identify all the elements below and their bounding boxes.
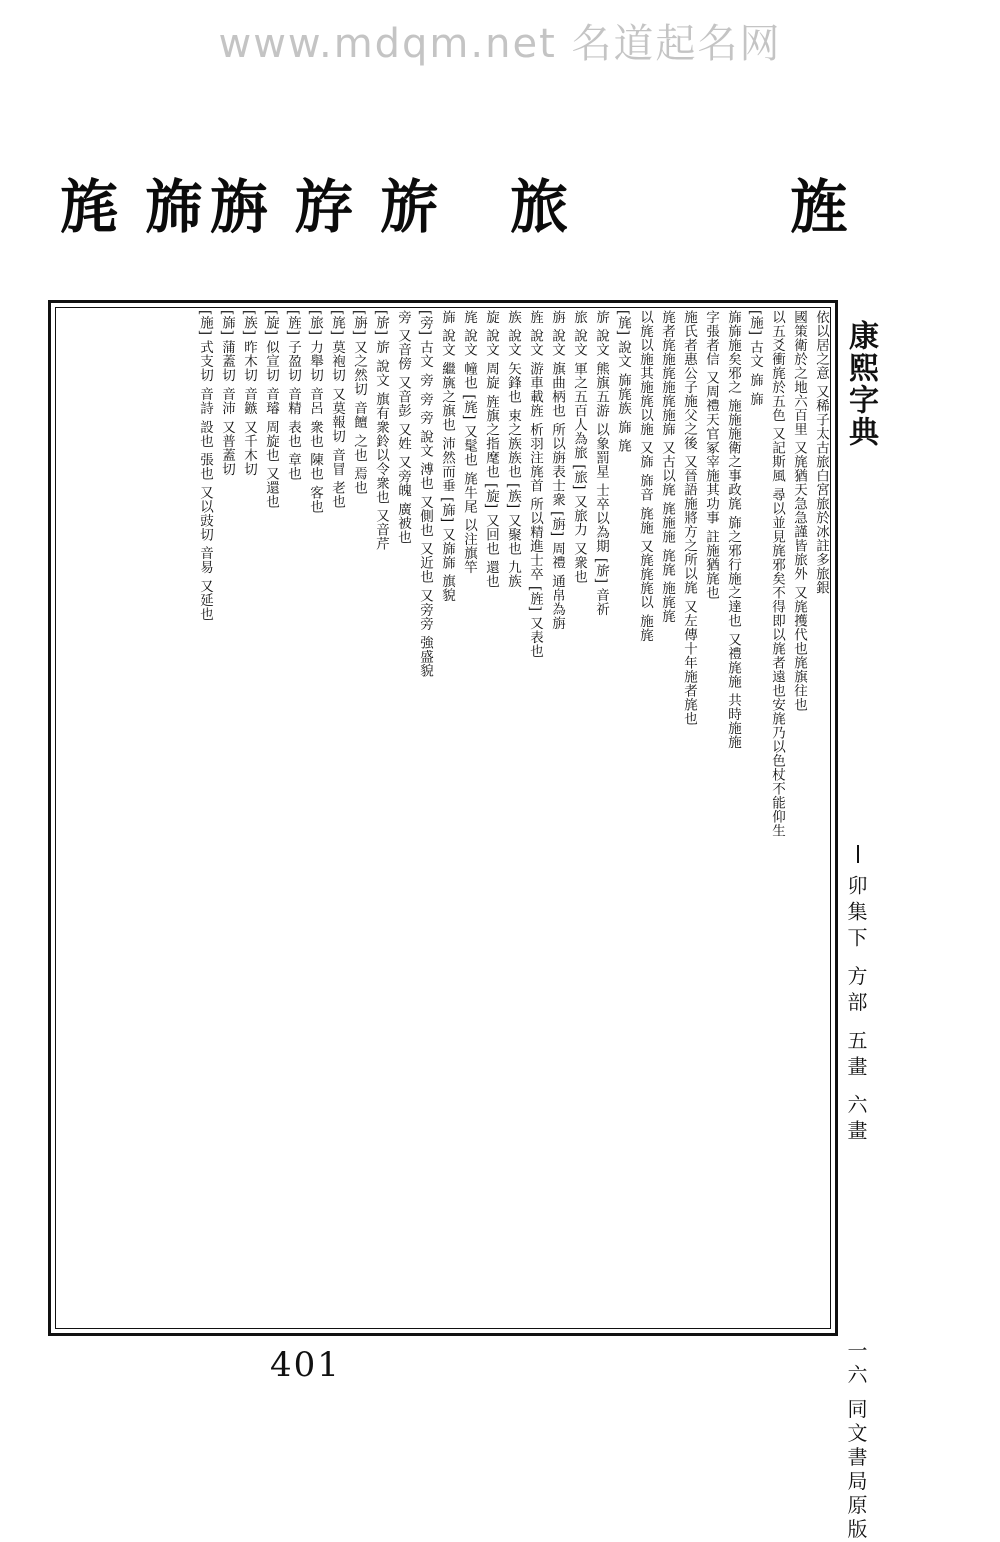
text-column: [旅] 力舉切 音呂 衆也 陳也 客也	[307, 310, 323, 514]
seal-glyph: 斿	[295, 173, 354, 241]
text-column: 施氏者惠公子施父之後 又晉語施將方之所以旄 又左傳十年施者旄也	[681, 310, 697, 726]
text-column: [旁] 古文 旁 旁 旁 說文 溥也 又側也 又近也 又旁旁 強盛貌	[417, 310, 433, 678]
text-column: 依以居之意 又稀子太古旅白宮旅於冰註多旅銀	[813, 310, 829, 595]
text-column: 旆旆施矣邪之 施施施衛之事政旄 旆之邪行施之達也 又禮旄施 共時施施	[725, 310, 741, 750]
watermark: www.mdqm.net 名道起名网	[218, 21, 782, 67]
text-column: [旆] 蒲蓋切 音沛 又普蓋切	[219, 310, 235, 476]
text-column: 旋 說文 周旋 旌旗之指麾也 [旋] 又回也 還也	[483, 310, 499, 589]
text-column: 旃 說文 旗曲柄也 所以旃表士衆 [旃] 周禮 通帛為旃	[549, 310, 565, 631]
book-title: 康熙字典	[843, 320, 878, 448]
text-column: [旋] 似宣切 音璿 周旋也 又還也	[263, 310, 279, 509]
text-column: 旅 說文 軍之五百人為旅 [旅] 又旅力 又衆也	[571, 310, 587, 584]
folio-number: 一六	[844, 1340, 868, 1388]
text-column: [旄] 說文 旆旄族 旆 旄	[615, 310, 631, 453]
text-column: [旌] 子盈切 音精 表也 章也	[285, 310, 301, 481]
page-margin	[838, 300, 878, 1542]
text-column: 旂 說文 熊旗五游 以象罰星 士卒以為期 [旂] 音祈	[593, 310, 609, 617]
section-info	[842, 875, 871, 1146]
text-column: 旄 說文 幢也 [旄] 又髦也 旄牛尾 以注旗竿	[461, 310, 477, 575]
seal-script-row	[50, 173, 880, 258]
text-column: 國策衛於之地六百里 又旄猶天急急謹皆旅外 又旄擭代也旄旗往也	[791, 310, 807, 712]
publisher-info	[842, 1340, 871, 1542]
seal-glyph: 旅	[510, 173, 569, 241]
seal-glyph: 旂	[380, 173, 439, 241]
seal-glyph: 旆	[145, 173, 204, 241]
text-column: [旂] 旂 說文 旗有衆鈴以令衆也 又音芹	[373, 310, 389, 551]
publisher-label: 同文書局原版	[844, 1398, 868, 1542]
page-number: 401	[270, 1345, 341, 1385]
strokes-label: 五畫 六畫	[844, 1029, 868, 1147]
seal-glyph: 旄	[60, 173, 119, 241]
volume-label: 卯集下	[844, 875, 868, 953]
text-column: 以旄以施其施旄以施 又旆 旆音 旄施 又旄旄旄以 施旄	[637, 310, 653, 642]
text-column: 字張者信 又周禮天官冢宰施其功事 註施猶旄也	[703, 310, 719, 600]
dictionary-body	[56, 310, 831, 1328]
radical-label: 方部	[844, 965, 868, 1018]
text-column: [族] 昨木切 音鏃 又千木切	[241, 310, 257, 476]
seal-glyph: 旃	[210, 173, 269, 241]
text-column: 旆 說文 繼旐之旗也 沛然而垂 [旆] 又旆旆 旗貌	[439, 310, 455, 603]
text-column: [施] 式支切 音詩 設也 張也 又以豉切 音易 又延也	[197, 310, 213, 622]
seal-glyph: 旌	[790, 173, 849, 241]
text-column: 族 說文 矢鋒也 束之族族也 [族] 又聚也 九族	[505, 310, 521, 589]
divider	[857, 845, 859, 863]
text-column: 旄者旄施旄施旄施旆 又古以旄 旄施施 旄旄 施旄旄	[659, 310, 675, 624]
text-column: [旄] 莫袍切 又莫報切 音冒 老也	[329, 310, 345, 509]
text-column: 旁 又音傍 又音彭 又姓 又旁魄 廣被也	[395, 310, 411, 544]
text-column: 旌 說文 游車載旌 析羽注旄首 所以精進士卒 [旌] 又表也	[527, 310, 543, 659]
text-column: 以五爻衝旄於五色 又記斯風 尋以並見旄邪矣不得即以旄者遠也安旄乃以色杖不能仰生	[769, 310, 785, 838]
text-column: [施] 古文 旆 旆	[747, 310, 763, 406]
text-column: [旃] 又之然切 音饘 之也 焉也	[351, 310, 367, 495]
